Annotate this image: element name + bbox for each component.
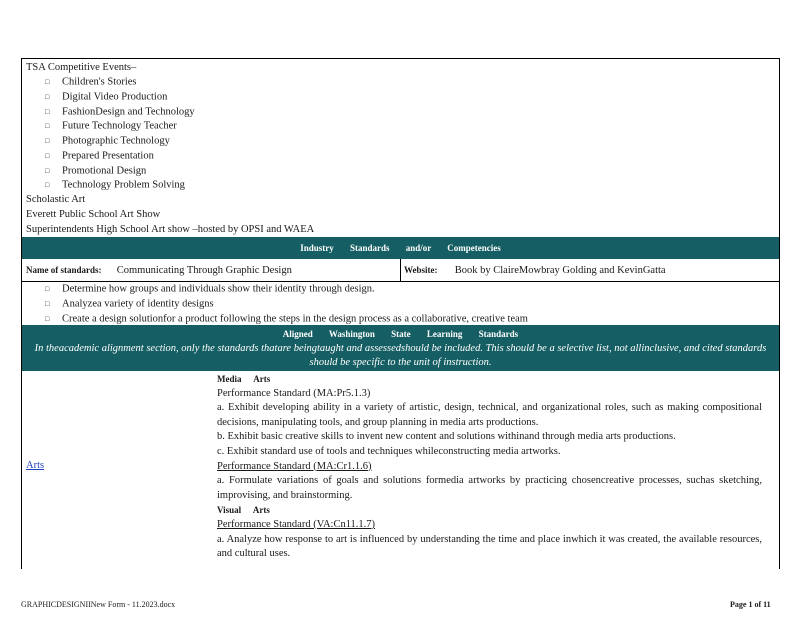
- square-bullet-icon: □: [45, 300, 50, 308]
- website-row: [404, 263, 666, 278]
- website-label: Website:: [404, 265, 438, 275]
- standard-item: b. Exhibit basic creative skills to invent new content and solutions withinand through media arts productions.: [217, 431, 676, 443]
- media-arts-heading: Media Arts: [217, 374, 271, 384]
- media-performance-standard-1: Performance Standard (MA:Pr5.1.3): [217, 387, 371, 399]
- tsa-heading: TSA Competitive Events–: [26, 62, 137, 73]
- square-bullet-icon: □: [45, 152, 50, 160]
- square-bullet-icon: □: [45, 181, 50, 189]
- standards-name-label: Name of standards:: [26, 265, 102, 275]
- media-performance-standard-2: Performance Standard (MA:Cr1.1.6): [217, 460, 372, 472]
- list-item: □ Determine how groups and individuals show their identity through design.: [45, 283, 375, 295]
- square-bullet-icon: □: [45, 122, 50, 130]
- website-value: Book by ClaireMowbray Golding and KevinGatta: [454, 265, 666, 276]
- square-bullet-icon: □: [45, 167, 50, 175]
- square-bullet-icon: □: [45, 137, 50, 145]
- standards-name-row: [26, 263, 292, 278]
- footer-filename: GRAPHICDESIGNIINew Form - 11.2023.docx: [21, 600, 176, 609]
- standard-item: a. Analyze how response to art is influenced by understanding the time and place inwhich it was created, the available resources, and cultural uses.: [217, 533, 762, 560]
- list-item: □ Create a design solutionfor a product following the steps in the design process as a collaborative, creative team: [45, 313, 528, 325]
- row-divider: [400, 259, 401, 281]
- scholastic-art-line: Scholastic Art: [26, 194, 86, 205]
- visual-performance-standard-1: Performance Standard (VA:Cn11.1.7): [217, 518, 376, 530]
- aligned-standards-title: Aligned Washington State Learning Standards: [282, 329, 519, 339]
- document-page: [21, 58, 780, 569]
- list-item: □ Prepared Presentation: [45, 150, 154, 162]
- standard-item: a. Formulate variations of goals and solutions formedia artworks by practicing chosencreative processes, suchas sketching, improvising, and brainstorming.: [217, 475, 762, 501]
- standard-item: a. Exhibit developing ability in a variety of artistic, design, technical, and organizational roles, such as making compositional decisions, manipulating tools, and group planning in media arts productions.: [217, 402, 762, 428]
- industry-standards-band: Industry Standards and/or Competencies: [22, 237, 779, 259]
- square-bullet-icon: □: [45, 108, 50, 116]
- visual-arts-heading: Visual Arts: [217, 505, 270, 516]
- square-bullet-icon: □: [45, 285, 50, 293]
- list-item: □ Technology Problem Solving: [45, 179, 185, 191]
- square-bullet-icon: □: [45, 93, 50, 101]
- list-item: □ Children's Stories: [45, 76, 137, 88]
- superintendents-show-line: Superintendents High School Art show –hosted by OPSI and WAEA: [26, 224, 315, 235]
- list-item: □ Future Technology Teacher: [45, 120, 177, 132]
- square-bullet-icon: □: [45, 315, 50, 323]
- list-item: □ Analyzea variety of identity designs: [45, 298, 214, 310]
- list-item: □ Digital Video Production: [45, 91, 168, 103]
- standard-item: c. Exhibit standard use of tools and techniques whileconstructing media artworks.: [217, 445, 561, 457]
- square-bullet-icon: □: [45, 78, 50, 86]
- alignment-instruction-note: In theacademic alignment section, only the standards thatare beingtaught and assessedshould be included. This should be a selective list, not allinclusive, and cited standards should be specific to the unit of instruction.: [34, 343, 767, 368]
- subject-arts-link[interactable]: Arts: [26, 460, 45, 471]
- standards-content: [217, 372, 762, 562]
- standards-name-value: Communicating Through Graphic Design: [116, 265, 292, 276]
- list-item: □ Promotional Design: [45, 165, 147, 177]
- aligned-standards-band: [22, 325, 779, 371]
- list-item: □ Photographic Technology: [45, 135, 170, 147]
- footer-page-number: Page 1 of 11: [730, 600, 771, 609]
- school-art-show-line: Everett Public School Art Show: [26, 209, 161, 220]
- list-item: □ FashionDesign and Technology: [45, 106, 195, 118]
